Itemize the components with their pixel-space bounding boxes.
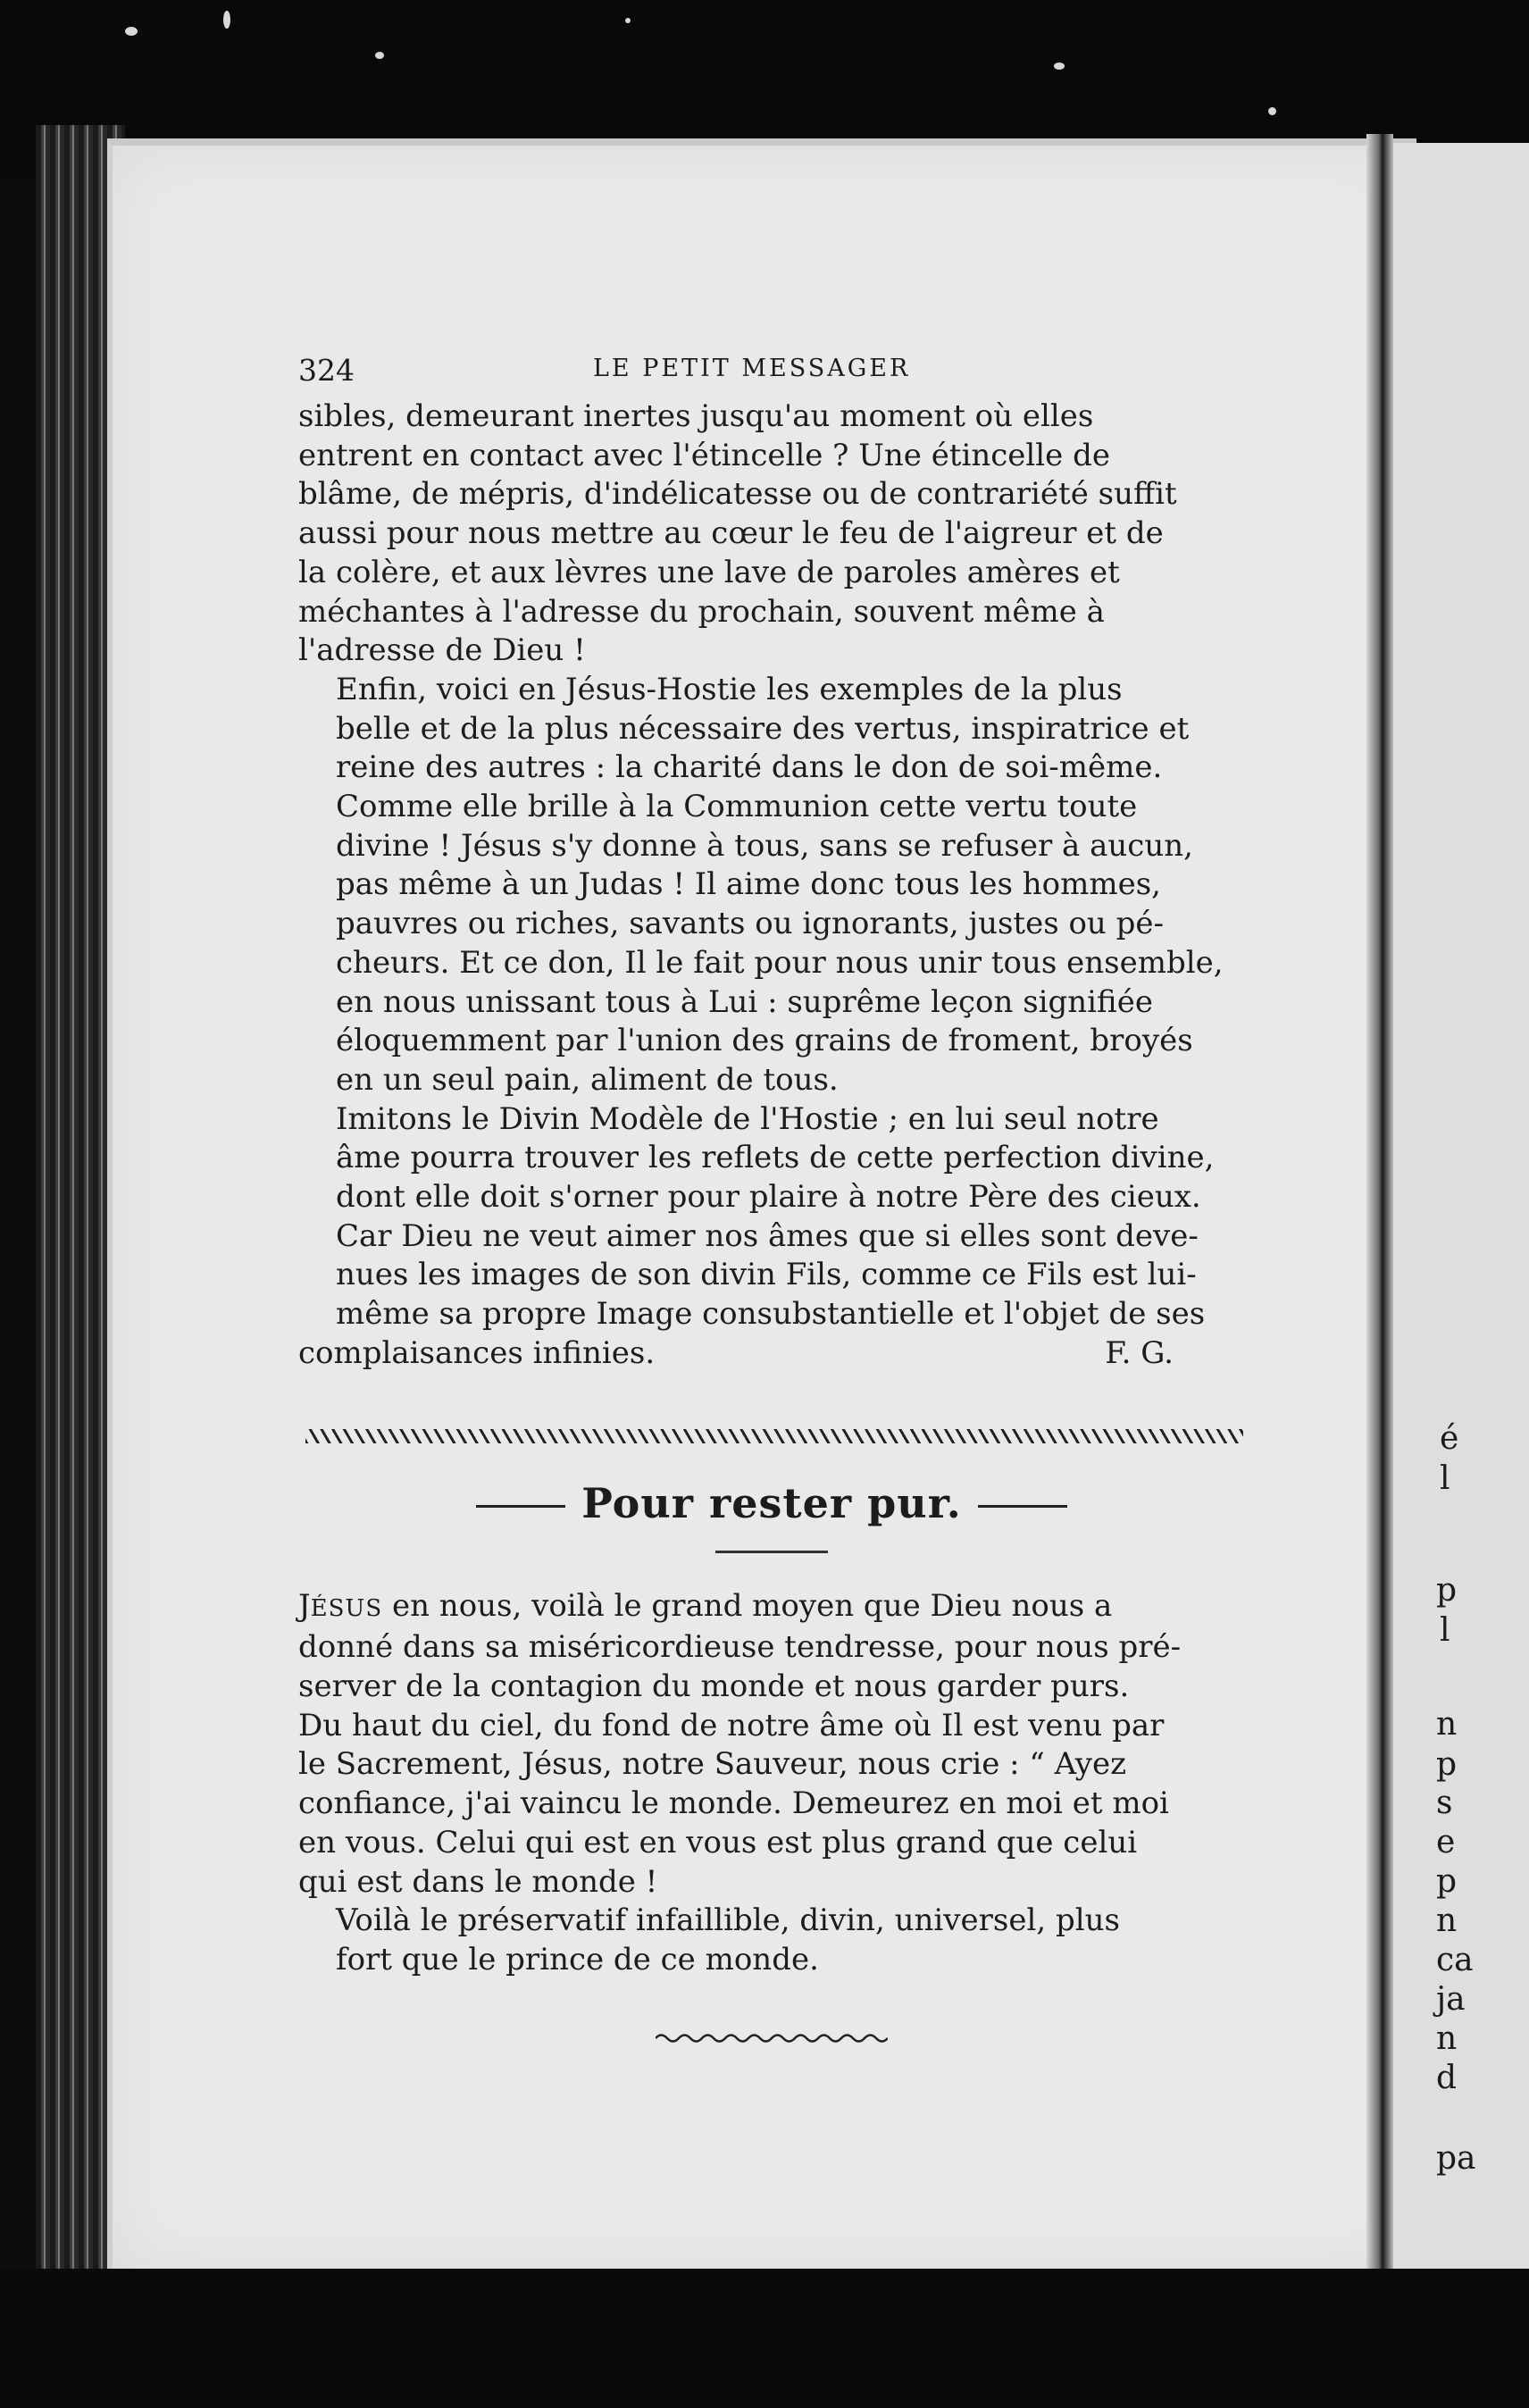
next-page-fragment: l	[1440, 1612, 1450, 1649]
text-line: dont elle doit s'orner pour plaire à notre Père des cieux.	[336, 1179, 1201, 1216]
text-line: divine ! Jésus s'y donne à tous, sans se refuser à aucun,	[336, 827, 1193, 864]
text-line: reine des autres : la charité dans le don de soi-même.	[336, 749, 1163, 786]
next-page-fragment: n	[1436, 1902, 1458, 1939]
book-gutter	[1366, 134, 1393, 2269]
next-page-fragment: n	[1436, 2020, 1458, 2057]
text-line: l'adresse de Dieu !	[298, 632, 586, 669]
text-line: sibles, demeurant inertes jusqu'au moment où elles	[298, 398, 1094, 434]
closing-text: complaisances infinies.	[298, 1334, 656, 1371]
paragraph	[298, 1902, 1245, 1979]
text-line: le Sacrement, Jésus, notre Sauveur, nous crie : “ Ayez	[298, 1746, 1126, 1783]
text-line: Comme elle brille à la Communion cette vertu toute	[336, 789, 1138, 825]
text-line: Du haut du ciel, du fond de notre âme où Il est venu par	[298, 1707, 1165, 1743]
text-line: donné dans sa miséricordieuse tendresse, pour nous pré-	[298, 1629, 1182, 1666]
article-body	[298, 397, 1245, 1334]
text-line: Car Dieu ne veut aimer nos âmes que si elles sont deve-	[336, 1217, 1199, 1254]
page-header	[298, 353, 1245, 397]
next-page-fragment: n	[1436, 1706, 1458, 1743]
line-text: en nous, voilà le grand moyen que Dieu nous a	[382, 1587, 1113, 1624]
text-line: server de la contagion du monde et nous garder purs.	[298, 1668, 1130, 1704]
text-line: pas même à un Judas ! Il aime donc tous les hommes,	[336, 866, 1161, 903]
text-line: éloquemment par l'union des grains de froment, broyés	[336, 1023, 1193, 1059]
film-bottom-edge	[0, 2269, 1529, 2408]
paragraph	[298, 1100, 1245, 1334]
text-line: Enfin, voici en Jésus-Hostie les exemples de la plus	[336, 671, 1123, 707]
section-title-text: Pour rester pur.	[581, 1478, 962, 1527]
first-word-rest: ÉSUS	[310, 1594, 383, 1622]
closing-line	[298, 1334, 1245, 1374]
title-dash-left	[476, 1505, 565, 1508]
text-line: âme pourra trouver les reflets de cette perfection divine,	[336, 1140, 1215, 1176]
next-page-fragment: p	[1436, 1863, 1458, 1900]
next-page-fragment: ja	[1436, 1981, 1466, 2018]
first-word-initial: J	[298, 1587, 311, 1624]
text-line: en un seul pain, aliment de tous.	[336, 1061, 839, 1098]
section-title	[298, 1479, 1245, 1527]
section-body	[298, 1587, 1245, 1980]
paragraph	[298, 1587, 1245, 1902]
text-line: Imitons le Divin Modèle de l'Hostie ; en lui seul notre	[336, 1100, 1159, 1137]
next-page-fragment: p	[1436, 1572, 1458, 1609]
text-line: même sa propre Image consubstantielle et l'objet de ses	[336, 1296, 1206, 1333]
next-page-edge	[1393, 143, 1529, 2269]
text-line: fort que le prince de ce monde.	[336, 1941, 819, 1977]
paragraph	[298, 397, 1245, 671]
next-page-fragment: l	[1440, 1460, 1450, 1497]
text-line: la colère, et aux lèvres une lave de paroles amères et	[298, 554, 1120, 590]
text-line: cheurs. Et ce don, Il le fait pour nous unir tous ensemble,	[336, 944, 1224, 981]
text-line: nues les images de son divin Fils, comme ce Fils est lui-	[336, 1257, 1197, 1293]
next-page-fragment: s	[1436, 1785, 1453, 1821]
wavy-end-ornament	[656, 2032, 888, 2044]
text-line	[298, 1587, 1245, 1629]
ornamental-divider	[305, 1429, 1243, 1443]
author-signature: F. G.	[1105, 1334, 1174, 1371]
page-number: 324	[298, 353, 355, 388]
next-page-fragment: d	[1436, 2060, 1458, 2096]
text-line: confiance, j'ai vaincu le monde. Demeurez en moi et moi	[298, 1785, 1169, 1822]
page-text-block	[298, 353, 1245, 2044]
title-underline-rule	[715, 1551, 828, 1553]
next-page-fragment: ca	[1436, 1942, 1474, 1978]
text-line: Voilà le préservatif infaillible, divin, universel, plus	[336, 1902, 1120, 1939]
first-word	[298, 1588, 382, 1624]
paragraph	[298, 671, 1245, 788]
next-page-fragment: e	[1436, 1824, 1456, 1860]
text-line: belle et de la plus nécessaire des vertus, inspiratrice et	[336, 710, 1190, 747]
text-line: aussi pour nous mettre au cœur le feu de l'aigreur et de	[298, 515, 1164, 552]
paragraph	[298, 788, 1245, 1100]
text-line: pauvres ou riches, savants ou ignorants, justes ou pé-	[336, 906, 1165, 942]
title-dash-right	[978, 1505, 1067, 1508]
next-page-fragment: é	[1440, 1420, 1459, 1457]
next-page-fragment: p	[1436, 1746, 1458, 1783]
text-line: en vous. Celui qui est en vous est plus grand que celui	[298, 1824, 1138, 1860]
text-line: qui est dans le monde !	[298, 1863, 658, 1900]
text-line: en nous unissant tous à Lui : suprême leçon signifiée	[336, 983, 1153, 1020]
running-title: LE PETIT MESSAGER	[593, 355, 911, 382]
text-line: entrent en contact avec l'étincelle ? Une étincelle de	[298, 437, 1110, 473]
next-page-fragment: pa	[1436, 2140, 1476, 2177]
text-line: méchantes à l'adresse du prochain, souvent même à	[298, 593, 1105, 630]
text-line: blâme, de mépris, d'indélicatesse ou de contrariété suffit	[298, 476, 1177, 513]
